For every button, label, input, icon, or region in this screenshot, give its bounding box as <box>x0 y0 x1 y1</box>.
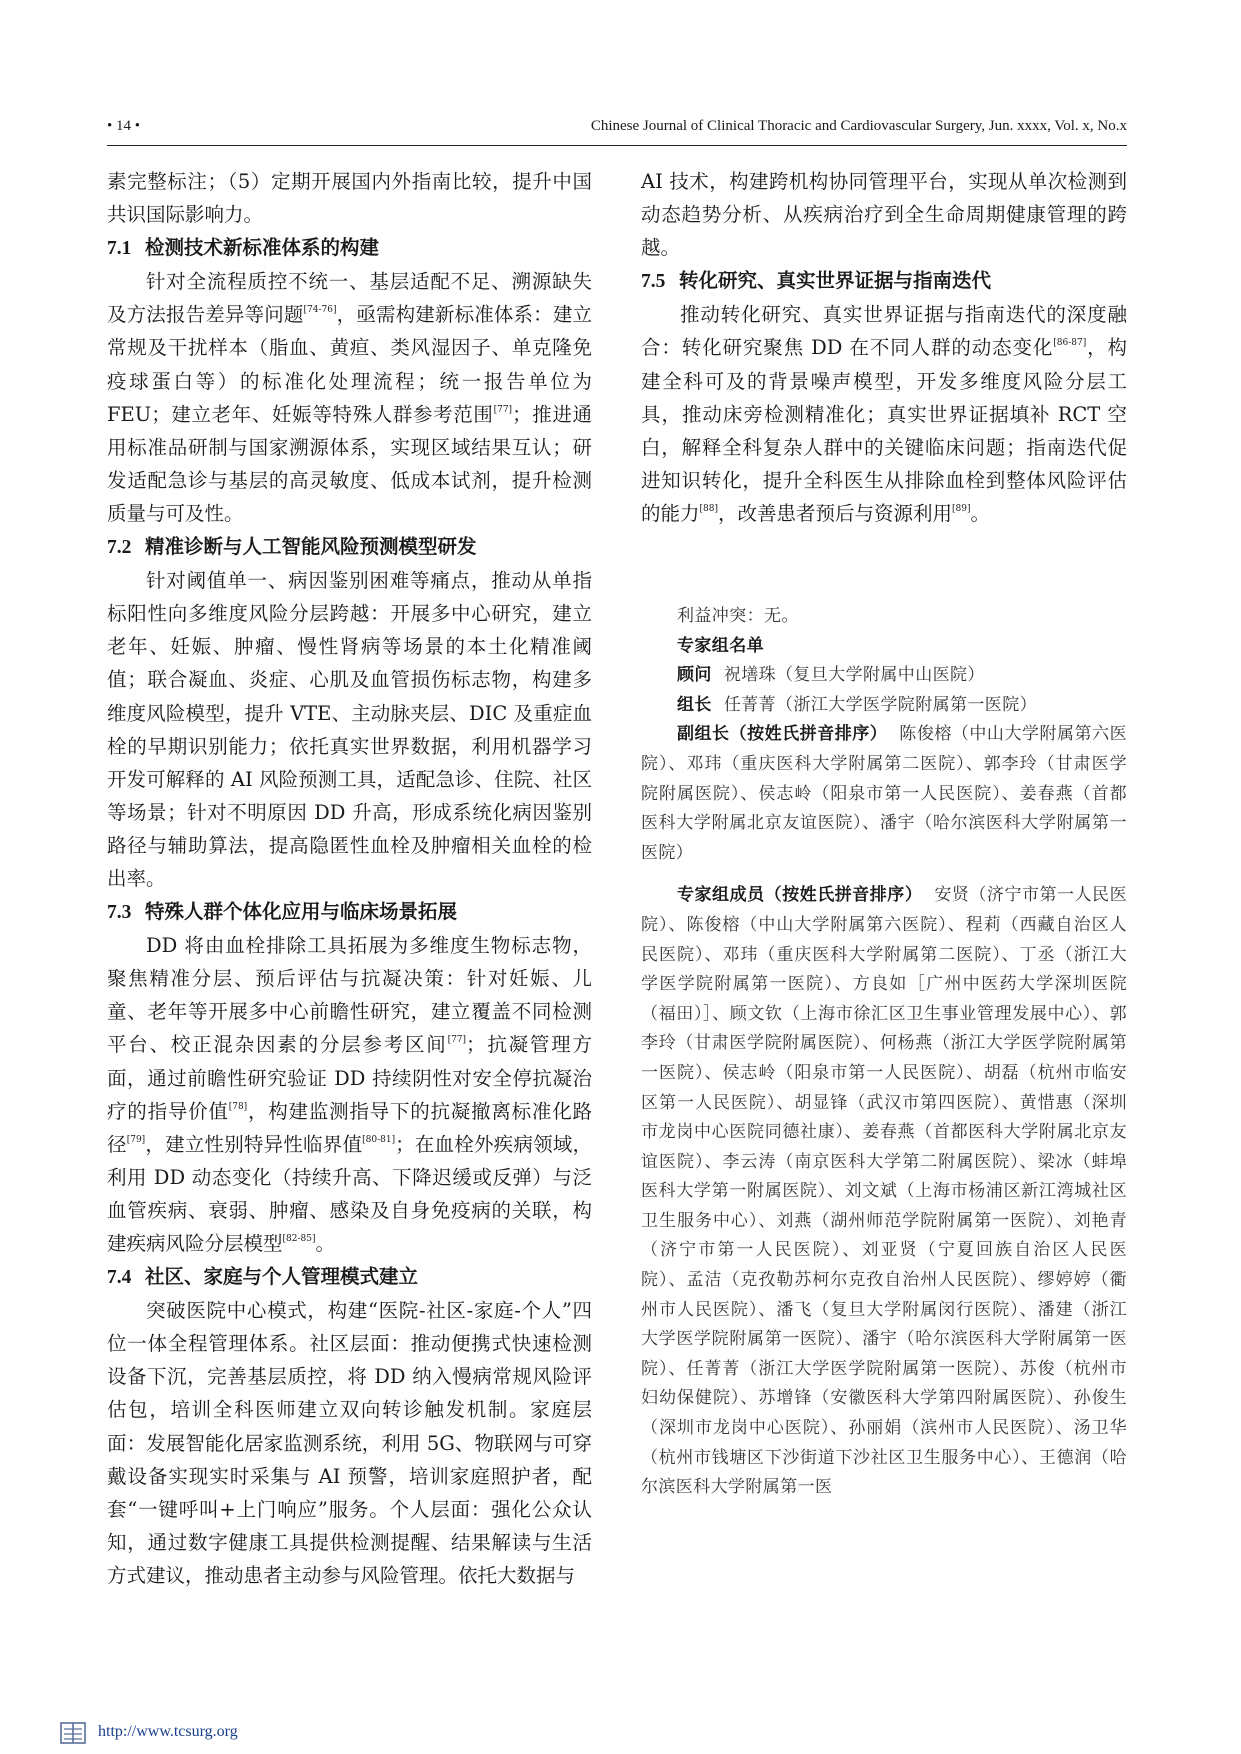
citation-ref[interactable]: [82-85] <box>282 1234 316 1244</box>
citation-ref[interactable]: [88] <box>699 503 718 514</box>
running-header <box>107 118 1127 142</box>
intro-paragraph: 素完整标注；（5）定期开展国内外指南比较，提升中国共识国际影响力。 <box>107 170 592 227</box>
page-footer <box>60 1720 460 1746</box>
citation-ref[interactable]: [77] <box>493 404 513 415</box>
section-7-5-heading: 7.5 转化研究、真实世界证据与指南迭代 <box>641 269 992 293</box>
section-7-2-paragraph: 针对阈值单一、病因鉴别困难等痛点，推动从单指标阳性向多维度风险分层跨越：开展多中心研究，建立老年、妊娠、肿瘤、慢性肾病等场景的本土化精准阈值；联合凝血、炎症、心肌及血管损伤标志物，构建多维度风险模型，提升 VTE、主动脉夹层、DIC 及重症血栓的早期识别能力；依托真实世界数据，利用机器学习开发可解释的 AI 风险预测工具，适配急诊、住院、社区等场景；针对不明原因 DD 升高，形成系统化病因鉴别路径与辅助算法，提高隐匿性血栓及肿瘤相关血栓的检出率。 <box>107 569 592 890</box>
back-matter <box>641 602 1127 1503</box>
journal-citation: Chinese Journal of Clinical Thoracic and Cardiovascular Surgery, Jun. xxxx, Vol. x, No.x <box>590 118 1127 134</box>
advisor-line: 顾问 祝墡珠（复旦大学附属中山医院） <box>677 665 985 686</box>
section-7-2-heading: 7.2 精准诊断与人工智能风险预测模型研发 <box>107 535 477 559</box>
leader-line: 组长 任菁菁（浙江大学医学院附属第一医院） <box>677 694 1038 715</box>
citation-ref[interactable]: [78] <box>228 1101 248 1112</box>
expert-group-title: 专家组名单 <box>677 635 764 656</box>
spacer <box>641 868 1127 881</box>
citation-ref[interactable]: [79] <box>126 1134 146 1145</box>
journal-url-link[interactable]: http://www.tcsurg.org <box>98 1723 238 1740</box>
journal-logo-icon <box>60 1720 86 1746</box>
section-7-5-paragraph: 推动转化研究、真实世界证据与指南迭代的深度融合：转化研究聚焦 DD 在不同人群的动态变化[86-87]，构建全科可及的背景噪声模型，开发多维度风险分层工具，推动床旁检测精准化；真实世界证据填补 RCT 空白，解释全科复杂人群中的关键临床问题；指南迭代促进知识转化，提升全科医生从排除血栓到整体风险评估的能力[88]，改善患者预后与资源利用[89]。 <box>641 303 1127 525</box>
conflict-statement: 利益冲突：无。 <box>677 606 799 626</box>
citation-ref[interactable]: [86-87] <box>1053 338 1087 349</box>
citation-ref[interactable]: [89] <box>952 503 971 514</box>
citation-ref[interactable]: [77] <box>447 1035 467 1046</box>
header-rule <box>107 145 1127 146</box>
members-paragraph: 专家组成员（按姓氏拼音排序） 安贤（济宁市第一人民医院）、陈俊榕（中山大学附属第六医院）、程莉（西藏自治区人民医院）、邓玮（重庆医科大学附属第二医院）、丁丞（浙江大学医学院附属第一医院）、方良如［广州中医药大学深圳医院（福田）］、顾文钦（上海市徐汇区卫生事业管理发展中心）、郭李玲（甘肃医学院附属医院）、何杨燕（浙江大学医学院附属第一医院）、侯志岭（阳泉市第一人民医院）、胡磊（杭州市临安区第一人民医院）、胡显锋（武汉市第四医院）、黄惜惠（深圳市龙岗中心医院同德社康）、姜春燕（首都医科大学附属北京友谊医院）、李云涛（南京医科大学第二附属医院）、梁冰（蚌埠医科大学第一附属医院）、刘文斌（上海市杨浦区新江湾城社区卫生服务中心）、刘燕（湖州师范学院附属第一医院）、刘艳青（济宁市第一人民医院）、刘亚贤（宁夏回族自治区人民医院）、孟洁（克孜勒苏柯尔克孜自治州人民医院）、缪婷婷（衢州市人民医院）、潘飞（复旦大学附属闵行医院）、潘建（浙江大学医学院附属第一医院）、潘宇（哈尔滨医科大学附属第一医院）、任菁菁（浙江大学医学院附属第一医院）、苏俊（杭州市妇幼保健院）、苏增锋（安徽医科大学第四附属医院）、孙俊生（深圳市龙岗中心医院）、孙丽娟（滨州市人民医院）、汤卫华（杭州市钱塘区下沙街道下沙社区卫生服务中心）、王德润（哈尔滨医科大学附属第一医 <box>641 885 1127 1498</box>
section-7-3-paragraph: DD 将由血栓排除工具拓展为多维度生物标志物，聚焦精准分层、预后评估与抗凝决策：针对妊娠、儿童、老年等开展多中心前瞻性研究，建立覆盖不同检测平台、校正混杂因素的分层参考区间[77]；抗凝管理方面，通过前瞻性研究验证 DD 持续阴性对安全停抗凝治疗的指导价值[78]，构建监测指导下的抗凝撤离标准化路径[79]，建立性别特异性临界值[80-81]；在血栓外疾病领域，利用 DD 动态变化（持续升高、下降迟缓或反弹）与泛血管疾病、衰弱、肿瘤、感染及自身免疫病的关联，构建疾病风险分层模型[82-85]。 <box>107 934 592 1255</box>
section-7-1-heading: 7.1 检测技术新标准体系的构建 <box>107 236 380 260</box>
page-number: • 14 • <box>107 118 141 134</box>
section-7-4-heading: 7.4 社区、家庭与个人管理模式建立 <box>107 1265 419 1289</box>
citation-ref[interactable]: [74-76] <box>303 305 337 316</box>
vice-leaders-paragraph: 副组长（按姓氏拼音排序） 陈俊榕（中山大学附属第六医院）、邓玮（重庆医科大学附属第二医院）、郭李玲（甘肃医学院附属医院）、侯志岭（阳泉市第一人民医院）、姜春燕（首都医科大学附属北京友谊医院）、潘宇（哈尔滨医科大学附属第一医院） <box>641 724 1127 863</box>
citation-ref[interactable]: [80-81] <box>362 1134 396 1145</box>
continued-paragraph: AI 技术，构建跨机构协同管理平台，实现从单次检测到动态趋势分析、从疾病治疗到全生命周期健康管理的跨越。 <box>641 170 1127 260</box>
section-7-4-paragraph: 突破医院中心模式，构建“医院-社区-家庭-个人”四位一体全程管理体系。社区层面：推动便携式快速检测设备下沉，完善基层质控，将 DD 纳入慢病常规风险评估包，培训全科医师建立双向转诊触发机制。家庭层面：发展智能化居家监测系统，利用 5G、物联网与可穿戴设备实现实时采集与 AI 预警，培训家庭照护者，配套“一键呼叫+上门响应”服务。个人层面：强化公众认知，通过数字健康工具提供检测提醒、结果解读与生活方式建议，推动患者主动参与风险管理。依托大数据与 <box>107 1299 592 1587</box>
section-7-3-heading: 7.3 特殊人群个体化应用与临床场景拓展 <box>107 900 458 924</box>
right-column <box>641 165 1127 530</box>
left-column <box>107 165 592 1592</box>
section-7-1-paragraph: 针对全流程质控不统一、基层适配不足、溯源缺失及方法报告差异等问题[74-76]，亟需构建新标准体系：建立常规及干扰样本（脂血、黄疸、类风湿因子、单克隆免疫球蛋白等）的标准化处理流程；统一报告单位为 FEU；建立老年、妊娠等特殊人群参考范围[77]；推进通用标准品研制与国家溯源体系，实现区域结果互认；研发适配急诊与基层的高灵敏度、低成本试剂，提升检测质量与可及性。 <box>107 270 592 525</box>
